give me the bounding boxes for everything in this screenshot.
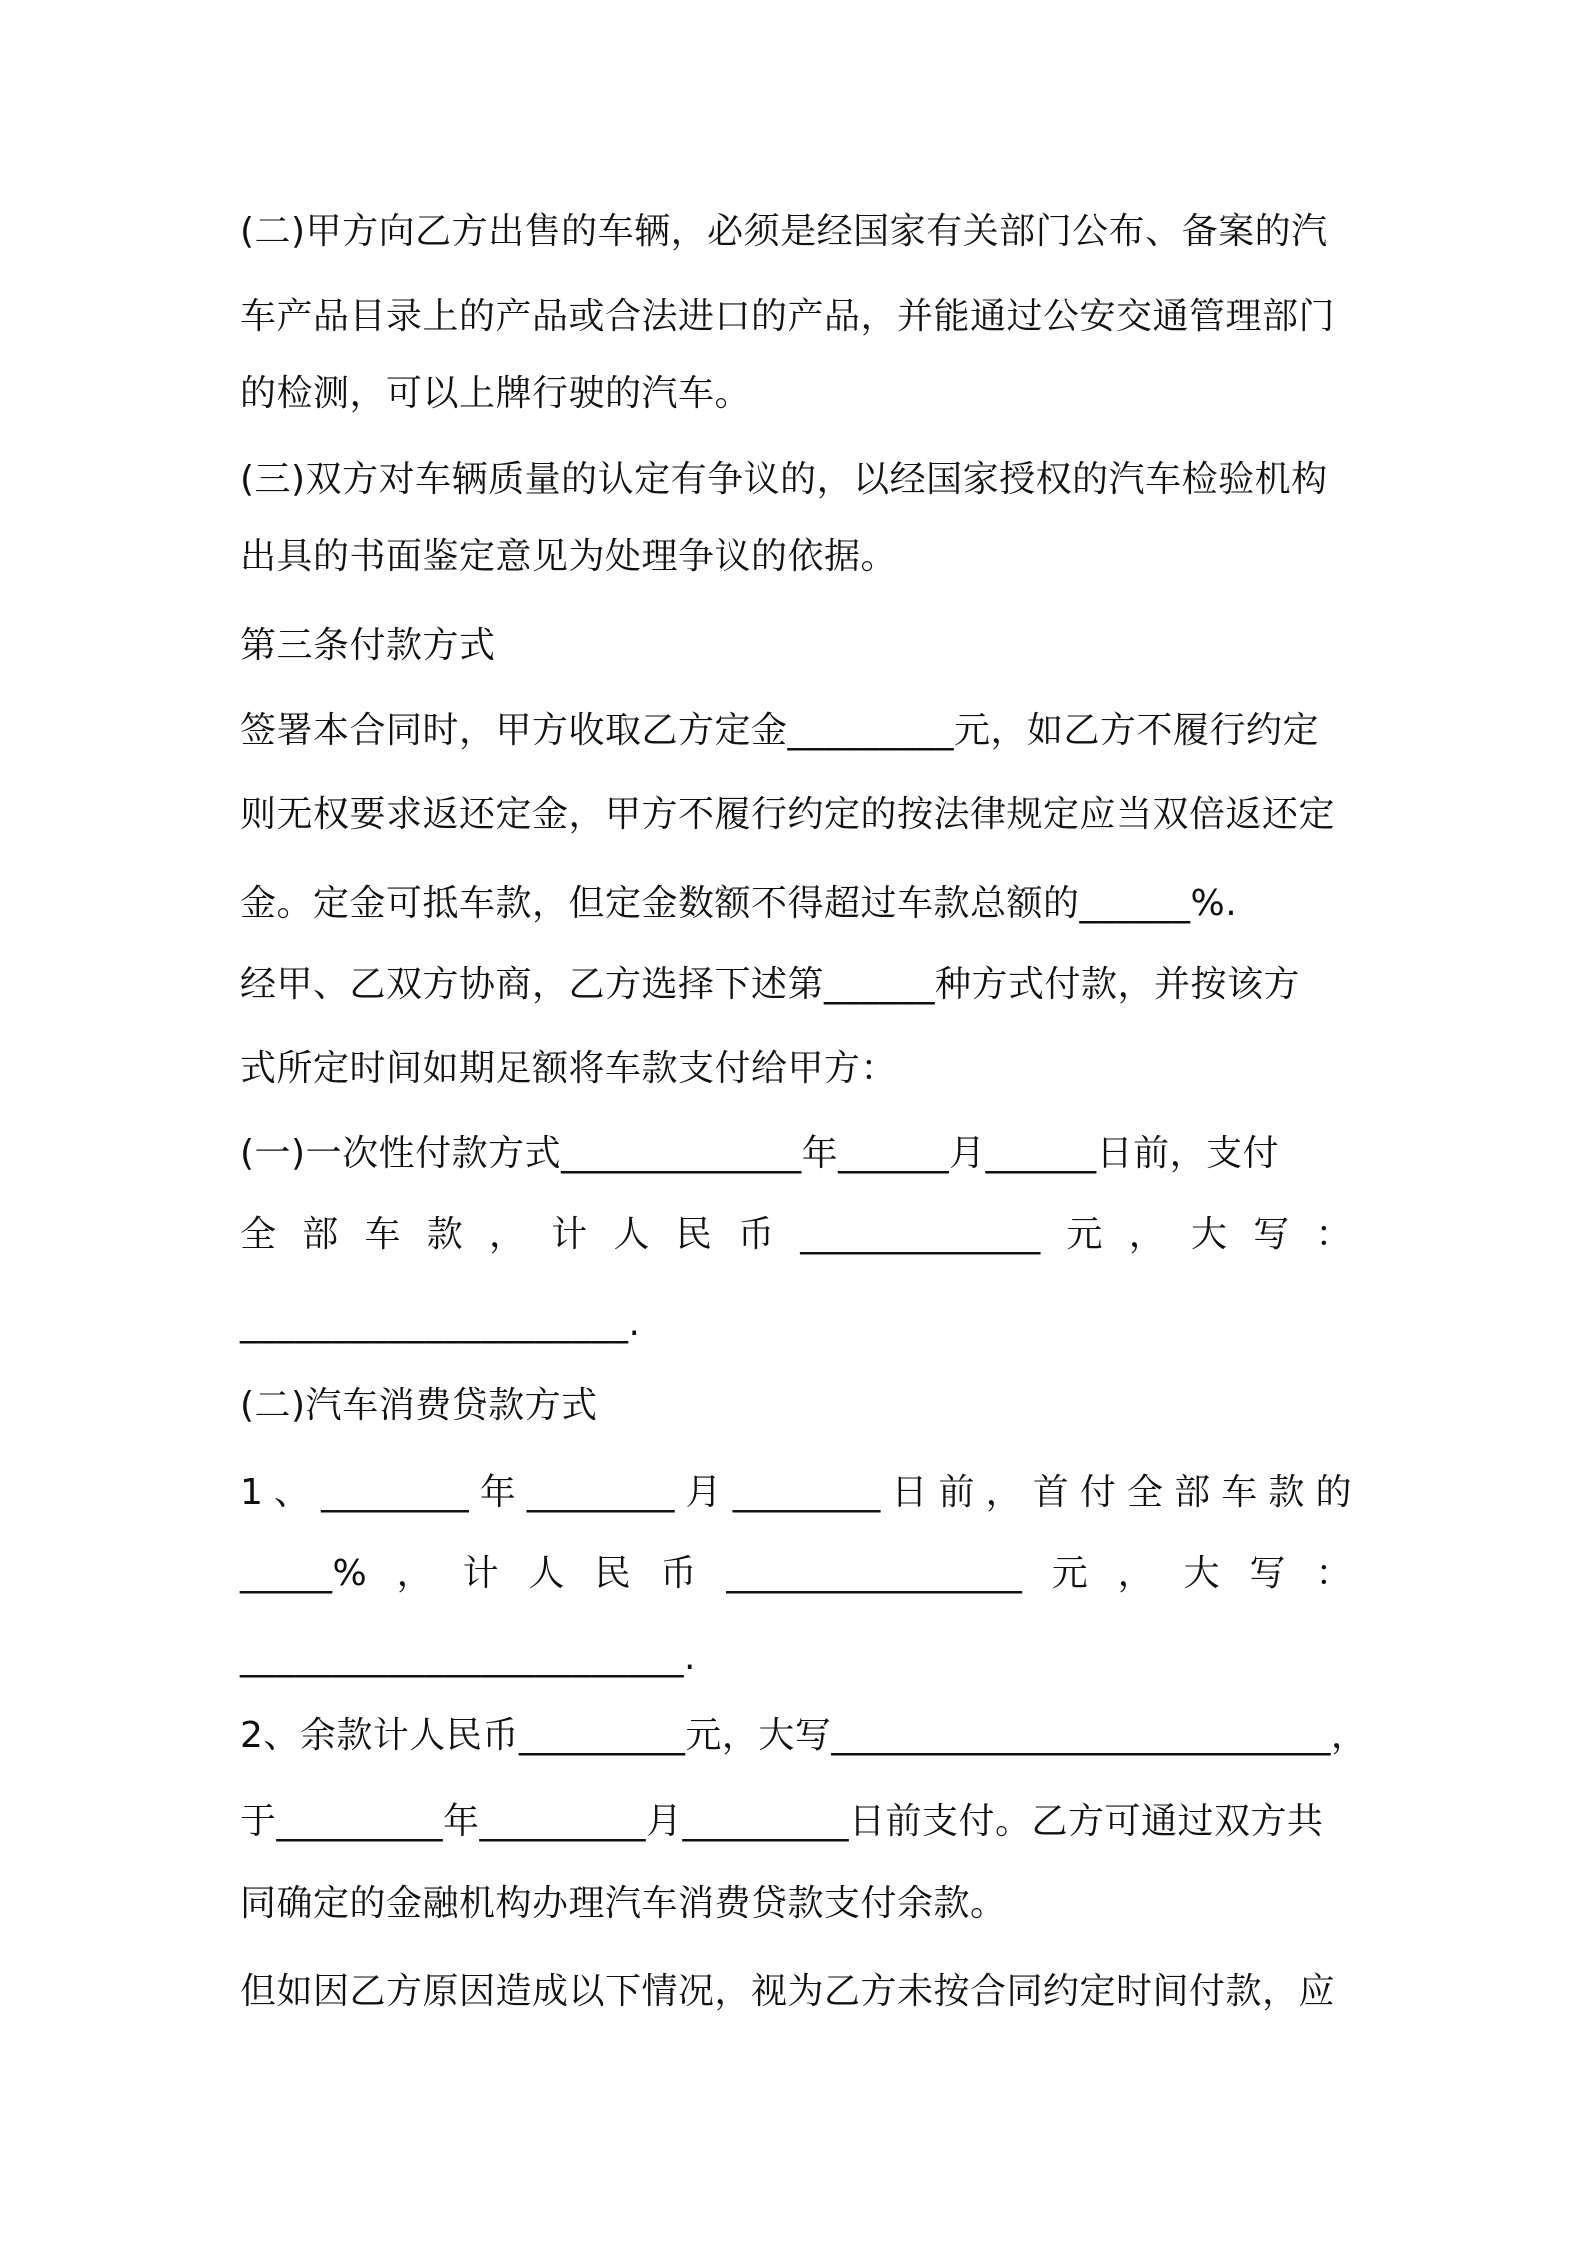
text-line: 出具的书面鉴定意见为处理争议的依据。 (240, 536, 898, 577)
text-line: 式所定时间如期足额将车款支付给甲方： (240, 1048, 898, 1089)
text-line: 全部车款，计人民币_____________元，大写： (240, 1214, 1352, 1255)
text-line: _____________________. (240, 1303, 641, 1344)
text-line: ________________________. (240, 1637, 696, 1678)
text-line: 2、余款计人民币_________元，大写___________________________， (240, 1715, 1368, 1756)
text-line: (二)甲方向乙方出售的车辆，必须是经国家有关部门公布、备案的汽 (240, 211, 1328, 252)
text-line: 但如因乙方原因造成以下情况，视为乙方未按合同约定时间付款，应 (240, 1971, 1336, 2012)
text-line: 的检测，可以上牌行驶的汽车。 (240, 373, 752, 414)
text-line: 于_________年_________月_________日前支付。乙方可通过双方共 (240, 1801, 1324, 1842)
section-heading: 第三条付款方式 (240, 625, 496, 666)
text-line: 金。定金可抵车款，但定金数额不得超过车款总额的______%. (240, 883, 1238, 924)
text-line: 经甲、乙双方协商，乙方选择下述第______种方式付款，并按该方 (240, 964, 1301, 1005)
text-line: 签署本合同时，甲方收取乙方定金_________元，如乙方不履行约定 (240, 710, 1320, 751)
text-line: (一)一次性付款方式_____________年______月______日前，支付 (240, 1133, 1280, 1174)
text-line: 车产品目录上的产品或合法进口的产品，并能通过公安交通管理部门 (240, 296, 1336, 337)
text-line: 1、________年________月________日前，首付全部车款的 (240, 1472, 1352, 1513)
text-line: 则无权要求返还定金，甲方不履行约定的按法律规定应当双倍返还定 (240, 794, 1336, 835)
text-line: 同确定的金融机构办理汽车消费贷款支付余款。 (240, 1883, 1007, 1924)
text-line: _____%，计人民币________________元，大写： (240, 1553, 1352, 1594)
text-line: (二)汽车消费贷款方式 (240, 1385, 598, 1426)
text-line: (三)双方对车辆质量的认定有争议的，以经国家授权的汽车检验机构 (240, 459, 1328, 500)
